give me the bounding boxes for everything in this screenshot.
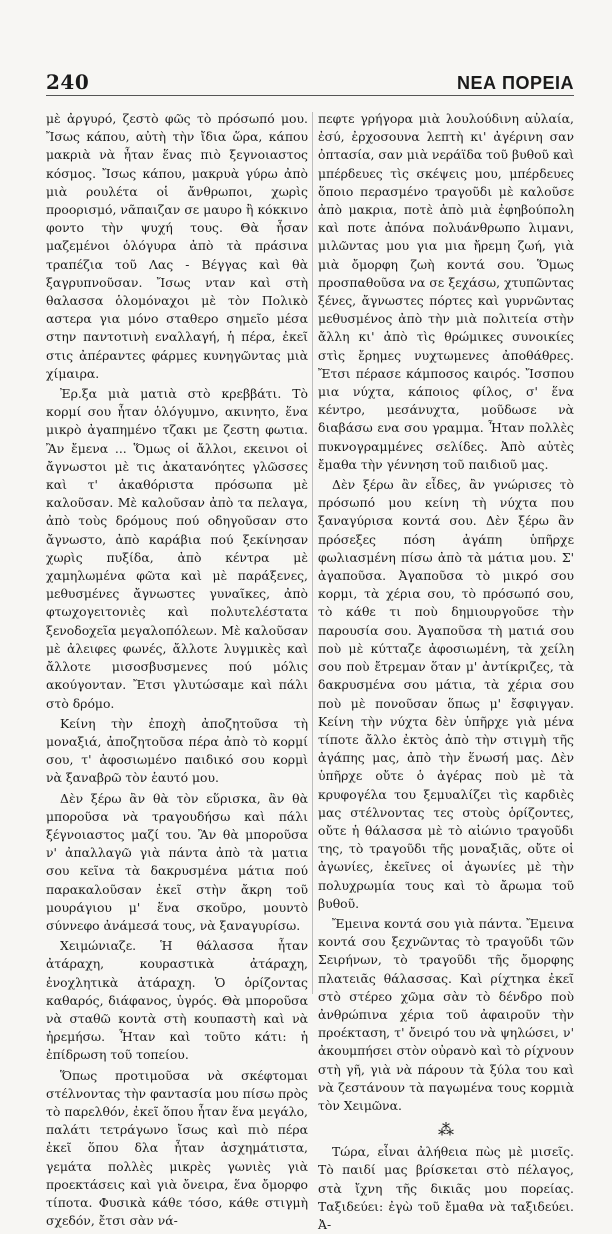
right-column xyxy=(318,110,574,1232)
page-number: 240 xyxy=(46,70,90,94)
paragraph: Ὅπως προτιμοῦσα νὰ σκέφτομαι στέλνοντας τὴν φαντασία μου πίσω πρὸς τὸ παρελθόν, ἐκεῖ ὅπου ἦταν ἕνα μεγάλο, παλάτι τετράγωνο ἴσως καὶ πιὸ πέρα ἐκεῖ ὅπου δλα ἦταν ἀσχημάτιστα, γεμάτα πολλὲς μικρὲς γωνιὲς γιὰ προεκτάσεις καὶ γιὰ ὄνειρα, ἕνα ὄμορφο τίποτα. Φυσικὰ κάθε τόσο, κάθε στιγμὴ σχεδόν, ἔτσι σὰν νά- xyxy=(46,1067,308,1229)
section-ornament: ⁂ xyxy=(438,1120,454,1140)
header-rule xyxy=(46,95,574,96)
page-header xyxy=(46,68,574,96)
running-title: ΝΕΑ ΠΟΡΕΙΑ xyxy=(456,73,574,93)
paragraph: πεφτε γρήγορα μιὰ λουλούδινη αὐλαία, ἐσύ, ἐρχοσουνα λεπτὴ κι' ἀγέρινη σαν ὀπτασία, σαν μιὰ νεράϊδα τοῦ βυθοῦ καὶ μπέρδευες τὶς σκέψεις μου, μπέρδευες ὅποιο περασμένο τραγοῦδι μὲ καλοῦσε ἀπὸ μακρια, ποτὲ ἀπὸ μιὰ ἐφηβούπολη καὶ ποτε ἀπόνα πολυάνθρωπο λιμανι, μιλῶντας μου για μια ἤρεμη ζωή, γιὰ μιὰ ὄμορφη ζωὴ κοντά σου. Ὅμως προσπαθοῦσα να σε ξεχάσω, χτυπῶντας ξένες, ἄγνωστες πόρτες καὶ γυρνῶντας μεθυσμένος ἀπὸ τὴν μιὰ πολιτεία στὴν ἄλλη κι' ἀπὸ τὶς θρώμικες συνοικίες στὶς ἔρημες νυχτωμενες ἀποθάθρες. Ἔτσι πέρασε κάμποσος καιρός. Ἴσσπου μια νύχτα, κάποιος φίλος, σ' ἕνα κέντρο, μεσάνυχτα, μοῦδωσε νὰ διαβάσω ενα σου γραμμα. Ἦταν πολλὲς πυκνογραμμένες σελίδες. Ἀπὸ αὐτὲς ἔμαθα τὴν γέννηση τοῦ παιδιοῦ μας. xyxy=(318,111,574,472)
left-column xyxy=(46,110,308,1229)
column-divider xyxy=(312,112,313,994)
paragraph: Τώρα, εἶναι ἀλήθεια πὼς μὲ μισεῖς. Τὸ παιδί μας βρίσκεται στὸ πέλαγος, στὰ ἴχνη τῆς δικιᾶς μου πορείας. Ταξιδεύει: ἐγὼ τοῦ ἔμαθα νὰ ταξιδεύει. Ἀ- xyxy=(318,1144,574,1232)
paragraph: Κείνη τὴν ἐποχὴ ἀποζητοῦσα τὴ μοναξιά, ἀποζητοῦσα πέρα ἀπὸ τὸ κορμί σου, τ' ἀφοσιωμένο παιδικό σου κορμὶ νὰ ξαναβρῶ τὸν ἑαυτό μου. xyxy=(46,715,308,786)
paragraph: Χειμώνιαζε. Ἡ θάλασσα ἦταν ἀτάραχη, κουραστικὰ ἀτάραχη, ἐνοχλητικὰ ἀτάραχη. Ὁ ὁρίζοντας καθαρός, διάφανος, ὑγρός. Θὰ μποροῦσα νὰ σταθῶ κοντὰ στὴ κουπαστὴ καὶ νὰ ἠρεμήσω. Ἦταν καὶ τοῦτο κάτι: ἡ ἐπίδρωση τοῦ τοπείου. xyxy=(46,938,308,1063)
paragraph: μὲ ἀργυρό, ζεστὸ φῶς τὸ πρόσωπό μου. Ἴσως κάπου, αὐτὴ τὴν ἴδια ὥρα, κάπου μακριὰ νὰ ἦταν ἕνας πιὸ ξεγνοιαστος κόσμος. Ἴσως κάπου, μακρυὰ γύρω ἀπὸ μιὰ ρουλέτα οἱ ἄνθρωποι, χωρὶς προορισμό, νᾶπαιζαν σε μαυρο ἢ κόκκινο φοντο τὴν ψυχή τους. Θὰ ἦσαν μαζεμένοι ὁλόγυρα ἀπὸ τὰ πράσινα τραπέζια τοῦ Λας - Βέγγας καὶ θὰ ξαγρυπνοῦσαν. Ἴσως νταν καὶ στὴ θαλασσα ὁλομόναχοι μὲ τὸν Πολικὸ αστερα για μόνο σταθερο σημεῖο μέσα στην παντοτινὴ εναλλαγή, ἡ πέρα, ἐκεῖ στις ἀπέραντες φάρμες κυνηγῶντας μιὰ χίμαιρα. xyxy=(46,111,308,381)
paragraph: Δὲν ξέρω ἂν εἶδες, ἂν γνώρισες τὸ πρόσωπό μου κείνη τὴ νύχτα που ξαναγύρισα κοντά σου. Δὲν ξέρω ἂν πρόσεξες πόση ἀγάπη ὑπῆρχε φωλιασμένη πίσω ἀπὸ τὰ μάτια μου. Σ' ἀγαποῦσα. Ἀγαποῦσα τὸ μικρό σου κορμι, τὰ χέρια σου, τὸ πρόσωπό σου, τὸ κάθε τι ποὺ δημιουργοῦσε τὴν παρουσία σου. Ἀγαποῦσα τὴ ματιά σου ποὺ μὲ κύτταζε ἀφοσιωμένη, τὰ χείλη σου ποὺ ἔτρεμαν ὅταν μ' ἀντίκριζες, τὰ δακρυσμένα σου μάτια, τὰ χέρια σου ποὺ μὲ πονοῦσαν ὅπως μ' ἔσφιγγαν. Κείνη τὴν νύχτα δὲν ὑπῆρχε γιὰ μένα τίποτε ἄλλο ἐκτὸς ἀπὸ τὴν στιγμὴ τῆς ἀγάπης μας, ἀπὸ τὴν ἕνωσή μας. Δὲν ὑπῆρχε οὔτε ὁ ἀγέρας ποὺ μὲ τὰ κρυφογέλα του ξεμυαλίζει τὶς καρδιὲς μας στέλνοντας τες στοὺς ὁρίζοντες, οὔτε ἡ θάλασσα μὲ τὸ αἰώνιο τραγοῦδι της, τὸ τραγοῦδι τῆς μοναξιᾶς, οὔτε οἱ ἀγωνίες, ἐκεῖνες οἱ ἀγωνίες μὲ τὴν πολυχρωμία τους καὶ τὸ ἄρωμα τοῦ βυθοῦ. xyxy=(318,477,574,911)
paragraph: Δὲν ξέρω ἂν θὰ τὸν εὕρισκα, ἂν θὰ μποροῦσα νὰ τραγουδήσω καὶ πάλι ξέγνοιαστος μαζί του. Ἂν θὰ μποροῦσα ν' ἀπαλλαγῶ γιὰ πάντα ἀπὸ τὰ ματια σου κεῖνα τὰ δακρυσμένα μάτια πού παρακαλοῦσαν ἐκεῖ στὴν ἄκρη τοῦ μουράγιου μ' ἕνα σκοῦρο, μουντὸ σύννεφο ἀνάμεσά τους, νὰ ξαναγυρίσω. xyxy=(46,790,308,933)
paragraph: Ἐρ.ξα μιὰ ματιὰ στὸ κρεββάτι. Τὸ κορμί σου ἦταν ὁλόγυμνο, ακινητο, ἕνα μικρὸ ἀγαπημένο τζακι με ζεστη φωτια. Ἂν ἔμενα ... Ὅμως οἱ ἄλλοι, εκεινοι οἱ ἄγνωστοι μὲ τις ἀκατανόητες γλῶσσες καὶ τ' ἀκαθόριστα πρόσωπα μὲ καλοῦσαν. Μὲ καλοῦσαν ἀπὸ τα πελαγα, ἀπὸ τοὺς δρόμους πού οδηγοῦσαν στο ἄγνωστο, ἀπὸ καράβια πού ξεκίνησαν χωρὶς πυξίδα, ἀπὸ κέντρα μὲ χαμηλωμένα φῶτα καὶ μὲ παράξενες, μεθυσμένες ἄγνωστες γυναῖκες, ἀπὸ φτωχογειτονιὲς καὶ πολυτελέστατα ξενοδοχεῖα μεγαλοπόλεων. Μὲ καλοῦσαν μὲ ἀλειφες φωνές, ἄλλοτε λυγμικὲς καὶ ἄλλοτε μισοσβυσμενες πού μόλις ακούγονταν. Ἔτσι γλυτώσαμε καὶ πάλι στὸ δρόμο. xyxy=(46,386,308,711)
paragraph: Ἔμεινα κοντά σου γιὰ πάντα. Ἔμεινα κοντά σου ξεχνῶντας τὸ τραγοῦδι τῶν Σειρήνων, τὸ τραγοῦδι τῆς ὄμορφης πλατειᾶς θάλασσας. Καὶ ρίχτηκα ἐκεῖ στὸ στέρεο χῶμα σὰν τὸ δένδρο ποὺ ἀνθρώπινα χέρια τοῦ ἀφαιροῦν τὴν προέκταση, τ' ὄνειρό του νὰ ψηλώσει, ν' ἀκουμπήσει στὸν οὐρανὸ καὶ τὸ ρίχνουν στὴ γῆ, γιὰ νὰ πάρουν τὰ ξύλα του καὶ νὰ ζεστάνουν τὰ παγωμένα τους κορμιὰ τὸν Χειμῶνα. xyxy=(318,915,574,1113)
